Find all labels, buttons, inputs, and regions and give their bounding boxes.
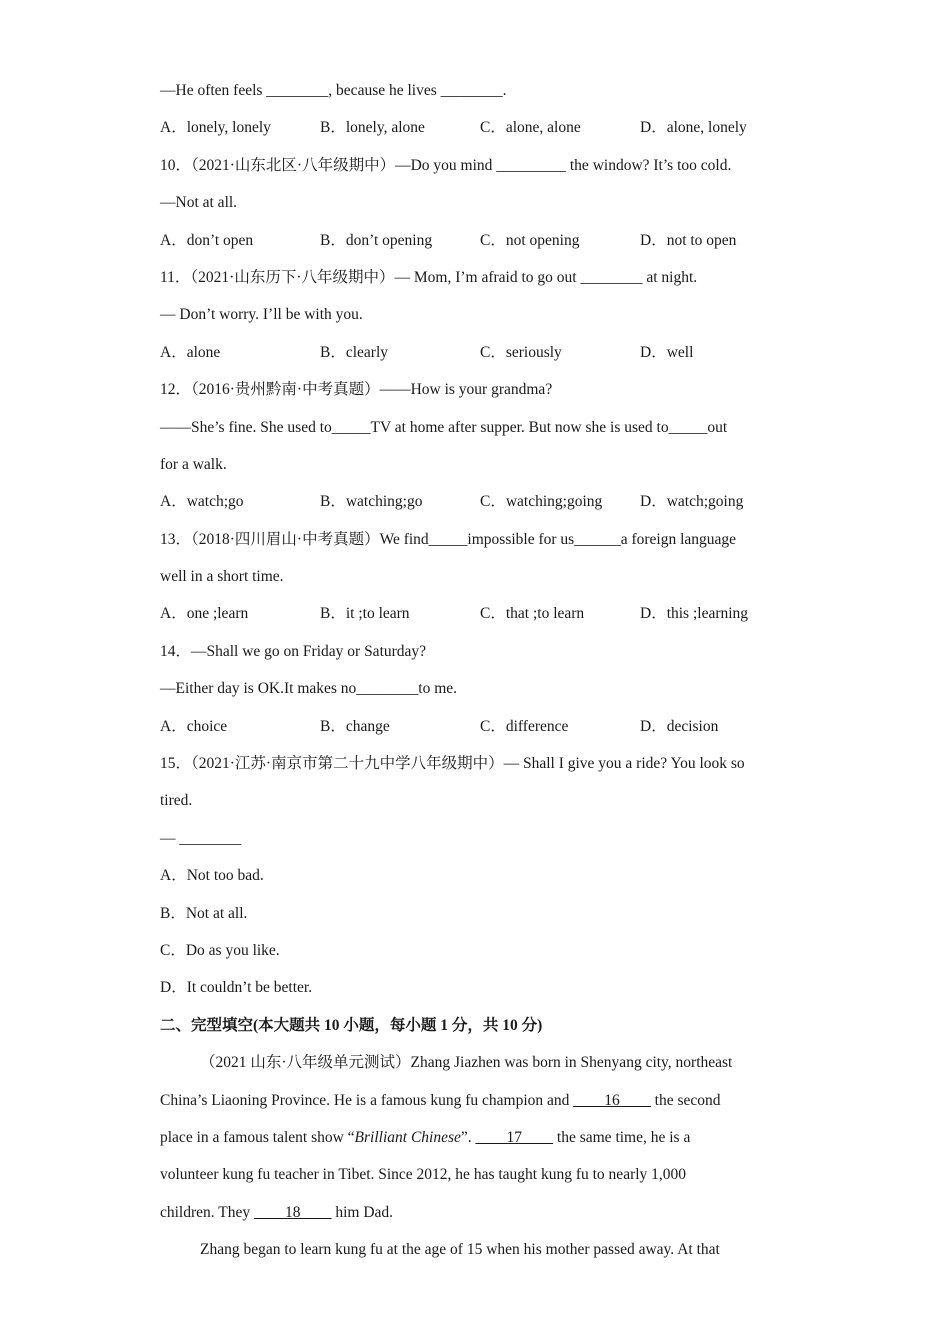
answer-option: D．watch;going xyxy=(640,493,744,511)
text-line: 13．（2018·四川眉山·中考真题）We find_____impossible for us______a foreign language xyxy=(160,530,737,548)
text-line: 10．（2021·山东北区·八年级期中）—Do you mind _________ the window? It’s too cold. xyxy=(160,156,732,174)
text-line: —Either day is OK.It makes no________to me. xyxy=(160,680,458,698)
answer-option: B．watching;go xyxy=(320,493,423,511)
answer-option: C．watching;going xyxy=(480,493,603,511)
text-segment: ”. xyxy=(460,1128,476,1146)
passage-line xyxy=(160,1119,800,1156)
passage-line xyxy=(160,1194,800,1231)
answer-options xyxy=(160,334,800,371)
section-title: 二、完型填空(本大题共 10 小题，每小题 1 分，共 10 分) xyxy=(160,1016,543,1034)
answer-option: D．alone, lonely xyxy=(640,119,747,137)
answer-option: C．alone, alone xyxy=(480,119,581,137)
blank-number: ____18____ xyxy=(253,1203,332,1221)
text-line: — Don’t worry. I’ll be with you. xyxy=(160,306,363,324)
answer-option: A．lonely, lonely xyxy=(160,119,271,137)
text-line: —Not at all. xyxy=(160,194,238,212)
answer-options xyxy=(160,483,800,520)
text-segment: place in a famous talent show “ xyxy=(160,1128,355,1146)
text-line: — ________ xyxy=(160,829,242,847)
text-segment: the same time, he is a xyxy=(553,1128,691,1146)
text-line: 11．（2021·山东历下·八年级期中）— Mom, I’m afraid to go out ________ at night. xyxy=(160,268,698,286)
text-line: 14．—Shall we go on Friday or Saturday? xyxy=(160,642,427,660)
text-segment: him Dad. xyxy=(331,1203,394,1221)
answer-options xyxy=(160,109,800,146)
answer-options xyxy=(160,595,800,632)
text-line: 12．（2016·贵州黔南·中考真题）——How is your grandma? xyxy=(160,381,553,399)
answer-option: B．it ;to learn xyxy=(320,605,410,623)
answer-option: B．lonely, alone xyxy=(320,119,425,137)
text-line: —He often feels ________, because he lives ________. xyxy=(160,82,507,99)
answer-option: C．seriously xyxy=(480,343,562,361)
text-segment: children. They xyxy=(160,1203,254,1221)
text-line: （2021 山东·八年级单元测试）Zhang Jiazhen was born in Shenyang city, northeast xyxy=(200,1054,733,1072)
text-line: tired. xyxy=(160,792,193,810)
answer-option: D．this ;learning xyxy=(640,605,749,623)
passage-line xyxy=(160,1082,800,1119)
document-page xyxy=(160,72,800,1269)
answer-option: D．well xyxy=(640,343,694,361)
text-line: well in a short time. xyxy=(160,568,284,586)
answer-option: B．change xyxy=(320,717,390,735)
answer-option: B．don’t opening xyxy=(320,231,433,249)
answer-option: C．that ;to learn xyxy=(480,605,585,623)
text-line: for a walk. xyxy=(160,455,227,473)
answer-option: D．not to open xyxy=(640,231,737,249)
text-line: C．Do as you like. xyxy=(160,941,280,959)
text-segment: the second xyxy=(650,1091,721,1109)
answer-option: C．not opening xyxy=(480,231,580,249)
answer-option: A．choice xyxy=(160,717,228,735)
answer-option: A．alone xyxy=(160,343,221,361)
answer-option: B．clearly xyxy=(320,343,389,361)
answer-option: A．watch;go xyxy=(160,493,244,511)
answer-option: C．difference xyxy=(480,717,569,735)
answer-option: A．don’t open xyxy=(160,231,254,249)
text-line: ——She’s fine. She used to_____TV at home after supper. But now she is used to_____out xyxy=(160,418,728,436)
answer-option: A．one ;learn xyxy=(160,605,249,623)
text-line: 15．（2021·江苏·南京市第二十九中学八年级期中）— Shall I give you a ride? You look so xyxy=(160,755,745,773)
text-line: Zhang began to learn kung fu at the age of 15 when his mother passed away. At that xyxy=(200,1241,720,1259)
blank-number: ____17____ xyxy=(475,1128,554,1146)
text-line: B．Not at all. xyxy=(160,904,248,922)
answer-option: D．decision xyxy=(640,717,719,735)
text-segment: China’s Liaoning Province. He is a famous kung fu champion and xyxy=(160,1091,574,1109)
text-segment: Brilliant Chinese xyxy=(354,1128,461,1146)
text-line: A．Not too bad. xyxy=(160,867,264,885)
answer-options xyxy=(160,222,800,259)
text-line: volunteer kung fu teacher in Tibet. Since 2012, he has taught kung fu to nearly 1,000 xyxy=(160,1166,687,1184)
text-line: D．It couldn’t be better. xyxy=(160,979,313,997)
answer-options xyxy=(160,708,800,745)
blank-number: ____16____ xyxy=(573,1091,651,1109)
